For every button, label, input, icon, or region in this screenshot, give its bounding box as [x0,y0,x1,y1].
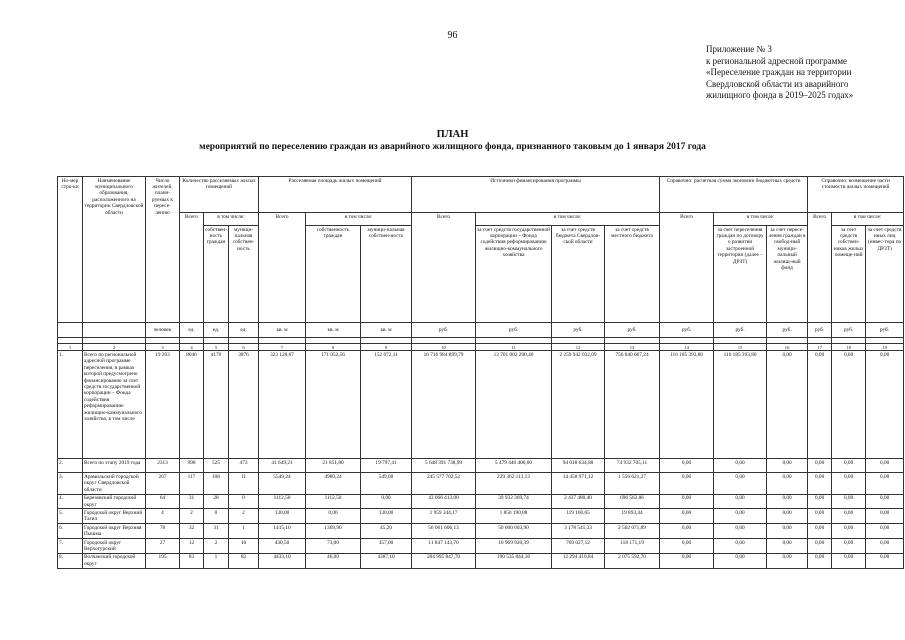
value-cell: 41 649,21 [259,459,306,473]
unit-cell: кв. м [259,323,306,338]
value-cell: 78 [146,524,180,539]
value-cell: 12 [180,539,204,554]
value-cell: 2 [204,539,229,554]
header-ref-compensation: Справочно: возмещение части стоимости жилых помещений [808,177,904,213]
table-row [58,553,904,568]
value-cell: 0,00 [660,539,714,554]
value-cell: 0,00 [361,494,412,509]
document-title: ПЛАН [436,129,469,140]
value-cell: 473 [229,459,259,473]
row-number: 7. [58,539,83,554]
municipality-name: Арамильский городской округ Свердловской области [83,473,146,494]
row-number: 1. [58,351,83,459]
value-cell: 2 259 942 032,09 [552,351,605,459]
col-number: 19 [866,344,904,351]
value-cell: 0,00 [866,539,904,554]
unit-cell: руб. [476,323,552,338]
unit-cell: ед. [180,323,204,338]
value-cell: 756 040 667,24 [605,351,660,459]
value-cell: 3876 [229,351,259,459]
row-number: 4. [58,494,83,509]
value-cell: 0 [229,494,259,509]
value-cell: 0,00 [767,553,808,568]
value-cell: 0,00 [866,459,904,473]
unit-cell: человек [146,323,180,338]
col-number: 5 [204,344,229,351]
value-cell: 106 [204,473,229,494]
col-number: 17 [808,344,832,351]
header-rooms-count: Количество расселяемых жилых помещений [180,177,259,213]
value-cell: 11 [229,473,259,494]
value-cell: 0,00 [767,459,808,473]
value-cell: 0,00 [660,509,714,524]
col-number: 9 [361,344,412,351]
value-cell: 0,00 [767,509,808,524]
value-cell: 28 [204,494,229,509]
value-cell: 0,00 [832,459,866,473]
header-financing: Источники финансирования программы [412,177,660,213]
value-cell: 0,00 [808,351,832,459]
col-number: 10 [412,344,476,351]
appendix-line: Свердловской области из аварийного [706,78,849,89]
value-cell: 229 362 113,13 [476,473,552,494]
table-row [58,494,904,509]
header-municipality: Наименование муниципального образования, расположенного на территории Свердловской области [83,177,146,323]
row-number: 2. [58,459,83,473]
municipality-name: Всего по региональной адресной программе переселения, в рамках которой предусмотрено финансирование за счет средств государственной корпорации – Фонда содействия реформированию жилищно-коммунального хозяйства, в том числе [83,351,146,459]
value-cell: 4980,24 [306,473,361,494]
value-cell: 31 [204,524,229,539]
value-cell: 1 850 190,08 [476,509,552,524]
municipality-name: Всего по этапу 2019 года [83,459,146,473]
row-number: 5. [58,509,83,524]
header-own-property-area: собственность граждан [306,226,361,323]
header-local-budget: за счет средств местного бюджета [605,226,660,323]
value-cell: 16 716 984 899,79 [412,351,476,459]
value-cell: 0,00 [832,509,866,524]
table-row [58,509,904,524]
value-cell: 0,00 [767,539,808,554]
col-number: 1 [58,344,83,351]
value-cell: 19 203 [146,351,180,459]
row-number: 8. [58,553,83,568]
unit-cell: руб. [412,323,476,338]
plan-table [57,176,904,569]
value-cell: 130,00 [259,509,306,524]
value-cell: 2313 [146,459,180,473]
header-total: Всего [180,213,204,323]
value-cell: 119 160,65 [552,509,605,524]
value-cell: 0,00 [767,473,808,494]
value-cell: 245 577 702,52 [412,473,476,494]
value-cell: 46,00 [306,553,361,568]
value-cell: 13 701 002 200,46 [476,351,552,459]
header-total: Всего [808,213,832,323]
value-cell: 0,00 [866,494,904,509]
header-including: в том числе: [832,213,904,226]
page-number: 96 [447,30,458,41]
header-municipal-property: муници-пальная собствен-ность [229,226,259,323]
header-total: Всего [660,213,714,323]
value-cell: 14 458 971,12 [552,473,605,494]
value-cell: 525 [204,459,229,473]
header-area: Расселяемая площадь жилых помещений [259,177,412,213]
value-cell: 10 969 920,39 [476,539,552,554]
value-cell: 2 437 480,40 [552,494,605,509]
value-cell: 2 075 592,70 [605,553,660,568]
value-cell: 94 018 634,88 [552,459,605,473]
value-cell: 11 847 143,70 [412,539,476,554]
value-cell: 3 178 541,33 [552,524,605,539]
municipality-name: Городской округ Верхний Тагил [83,509,146,524]
value-cell: 64 [146,494,180,509]
value-cell: 0 [204,509,229,524]
header-own-property: собствен-ность граждан [204,226,229,323]
value-cell: 998 [180,459,204,473]
value-cell: 0,00 [808,509,832,524]
value-cell: 430,50 [259,539,306,554]
value-cell: 50 000 003,90 [476,524,552,539]
header-drzt: за счет переселения граждан по договору о развитии застроенной территории (далее – ДРЗТ) [714,226,767,323]
value-cell: 0,00 [832,524,866,539]
value-cell: 19 893,44 [605,509,660,524]
value-cell: 116 185 393,80 [660,351,714,459]
value-cell: 1 959 344,17 [412,509,476,524]
value-cell: 195 [146,553,180,568]
unit-cell: кв. м [306,323,361,338]
table-row [58,473,904,494]
value-cell: 5 648 391 738,99 [412,459,476,473]
value-cell: 2 [180,509,204,524]
value-cell: 323 128,67 [259,351,306,459]
value-cell: 4170 [204,351,229,459]
value-cell: 0,00 [714,524,767,539]
table-body [58,351,904,568]
header-rownum: Но-мер стро-ки [58,177,83,323]
value-cell: 1415,10 [259,524,306,539]
value-cell: 74 932 705,11 [605,459,660,473]
appendix-line: жилищного фонда в 2019–2025 годах» [706,90,854,100]
appendix-line: к региональной адресной программе [706,55,848,66]
value-cell: 1 556 621,27 [605,473,660,494]
value-cell: 118 171,19 [605,539,660,554]
value-cell: 31 [180,494,204,509]
unit-cell: руб. [605,323,660,338]
value-cell: 56 061 606,13 [412,524,476,539]
value-cell: 0,00 [832,539,866,554]
value-cell: 4433,10 [259,553,306,568]
value-cell: 0,00 [767,494,808,509]
value-cell: 190 535 844,16 [476,553,552,568]
municipality-name: Городской округ Верхняя Пышма [83,524,146,539]
value-cell: 0,00 [808,539,832,554]
value-cell: 0,00 [306,509,361,524]
header-ref-savings: Справочно: расчетная сумма экономии бюджетных средств [660,177,808,213]
header-including: в том числе: [204,213,259,226]
value-cell: 0,00 [714,494,767,509]
header-residents: Число жителей, плани-руемых к пересе-лению [146,177,180,323]
header-total: Всего [412,213,476,323]
value-cell: 357,00 [361,539,412,554]
value-cell: 2 [229,509,259,524]
col-number: 6 [229,344,259,351]
header-including: в том числе: [476,213,660,226]
value-cell: 10 [229,539,259,554]
value-cell: 769 027,12 [552,539,605,554]
value-cell: 82 [229,553,259,568]
value-cell: 696 562,86 [605,494,660,509]
col-number: 3 [146,344,180,351]
header-other-funds: за счет средств иных лиц (инвес-тора по ДРЗТ) [866,226,904,323]
value-cell: 8046 [180,351,204,459]
value-cell: 116 185 393,80 [714,351,767,459]
table-row [58,539,904,554]
value-cell: 27 [146,539,180,554]
header-regional-budget: за счет средств бюджета Свердлов-ской области [552,226,605,323]
document-subtitle: мероприятий по переселению граждан из аварийного жилищного фонда, признанного таковым до 1 января 2017 года [199,142,706,152]
value-cell: 0,00 [832,494,866,509]
appendix-line: «Переселение граждан на территории [706,67,852,77]
value-cell: 73,00 [306,539,361,554]
value-cell: 207 [146,473,180,494]
value-cell: 0,00 [832,553,866,568]
col-number: 15 [714,344,767,351]
value-cell: 549,00 [361,473,412,494]
appendix-line: Приложение № 3 [706,44,772,54]
value-cell: 19 797,41 [361,459,412,473]
value-cell: 117 [180,473,204,494]
value-cell: 0,00 [660,494,714,509]
header-including: в том числе: [714,213,808,226]
value-cell: 171 052,56 [306,351,361,459]
unit-cell: руб. [660,323,714,338]
value-cell: 152 072,11 [361,351,412,459]
value-cell: 4387,10 [361,553,412,568]
value-cell: 204 995 847,70 [412,553,476,568]
value-cell: 39 932 369,74 [476,494,552,509]
value-cell: 1369,90 [306,524,361,539]
value-cell: 0,00 [714,459,767,473]
column-numbers-row [58,344,904,351]
value-cell: 2 502 071,89 [605,524,660,539]
value-cell: 0,00 [660,459,714,473]
col-number: 14 [660,344,714,351]
header-total: Всего [259,213,306,323]
unit-cell: руб. [866,323,904,338]
unit-cell: руб. [832,323,866,338]
row-number: 6. [58,524,83,539]
value-cell: 130,00 [361,509,412,524]
value-cell: 0,00 [866,351,904,459]
col-number: 13 [605,344,660,351]
col-number: 4 [180,344,204,351]
value-cell: 0,00 [832,473,866,494]
row-number: 3. [58,473,83,494]
units-row [58,323,904,338]
appendix-note [706,44,896,102]
value-cell: 0,00 [660,553,714,568]
value-cell: 5 479 440 400,00 [476,459,552,473]
value-cell: 0,00 [866,553,904,568]
unit-cell: кв. м [361,323,412,338]
col-number: 16 [767,344,808,351]
value-cell: 1 [204,553,229,568]
value-cell: 12 294 410,84 [552,553,605,568]
value-cell: 0,00 [866,509,904,524]
value-cell: 1 [229,524,259,539]
col-number: 8 [306,344,361,351]
value-cell: 0,00 [767,524,808,539]
unit-cell: ед. [204,323,229,338]
value-cell: 0,00 [808,494,832,509]
value-cell: 0,00 [714,539,767,554]
value-cell: 5549,24 [259,473,306,494]
header-owners-funds: за счет средств собствен-ников жилых помеще-ний [832,226,866,323]
municipality-name: Волчанский городской округ [83,553,146,568]
value-cell: 4 [146,509,180,524]
header-municipal-property-area: муници-пальная собствен-ность [361,226,412,323]
col-number: 18 [832,344,866,351]
value-cell: 0,00 [714,509,767,524]
header-including: в том числе: [306,213,412,226]
value-cell: 1112,50 [306,494,361,509]
unit-cell: руб. [552,323,605,338]
value-cell: 0,00 [714,473,767,494]
value-cell: 0,00 [660,524,714,539]
value-cell: 0,00 [660,473,714,494]
unit-cell: ед. [229,323,259,338]
value-cell: 0,00 [808,553,832,568]
value-cell: 83 [180,553,204,568]
table-row [58,524,904,539]
unit-cell: руб. [767,323,808,338]
value-cell: 0,00 [714,553,767,568]
value-cell: 0,00 [866,473,904,494]
value-cell: 0,00 [808,473,832,494]
unit-cell: руб. [808,323,832,338]
table-header [58,177,904,351]
table-row [58,351,904,459]
municipality-name: Городской округ Верхотурский [83,539,146,554]
col-number: 11 [476,344,552,351]
table-row [58,459,904,473]
value-cell: 32 [180,524,204,539]
header-free-fund: за счет пересе-ления граждан в свобод-ный муници-пальный жилищ-ный фонд [767,226,808,323]
col-number: 12 [552,344,605,351]
value-cell: 45,20 [361,524,412,539]
unit-cell: руб. [714,323,767,338]
value-cell: 1112,50 [259,494,306,509]
header-fund: за счет средств государственной корпорации – Фонда содействия реформированию жилищно-коммунального хозяйства [476,226,552,323]
col-number: 7 [259,344,306,351]
value-cell: 0,00 [808,459,832,473]
value-cell: 0,00 [866,524,904,539]
col-number: 2 [83,344,146,351]
value-cell: 21 851,80 [306,459,361,473]
value-cell: 0,00 [808,524,832,539]
value-cell: 0,00 [767,351,808,459]
value-cell: 43 066 413,00 [412,494,476,509]
value-cell: 0,00 [832,351,866,459]
municipality-name: Березовский городской округ [83,494,146,509]
